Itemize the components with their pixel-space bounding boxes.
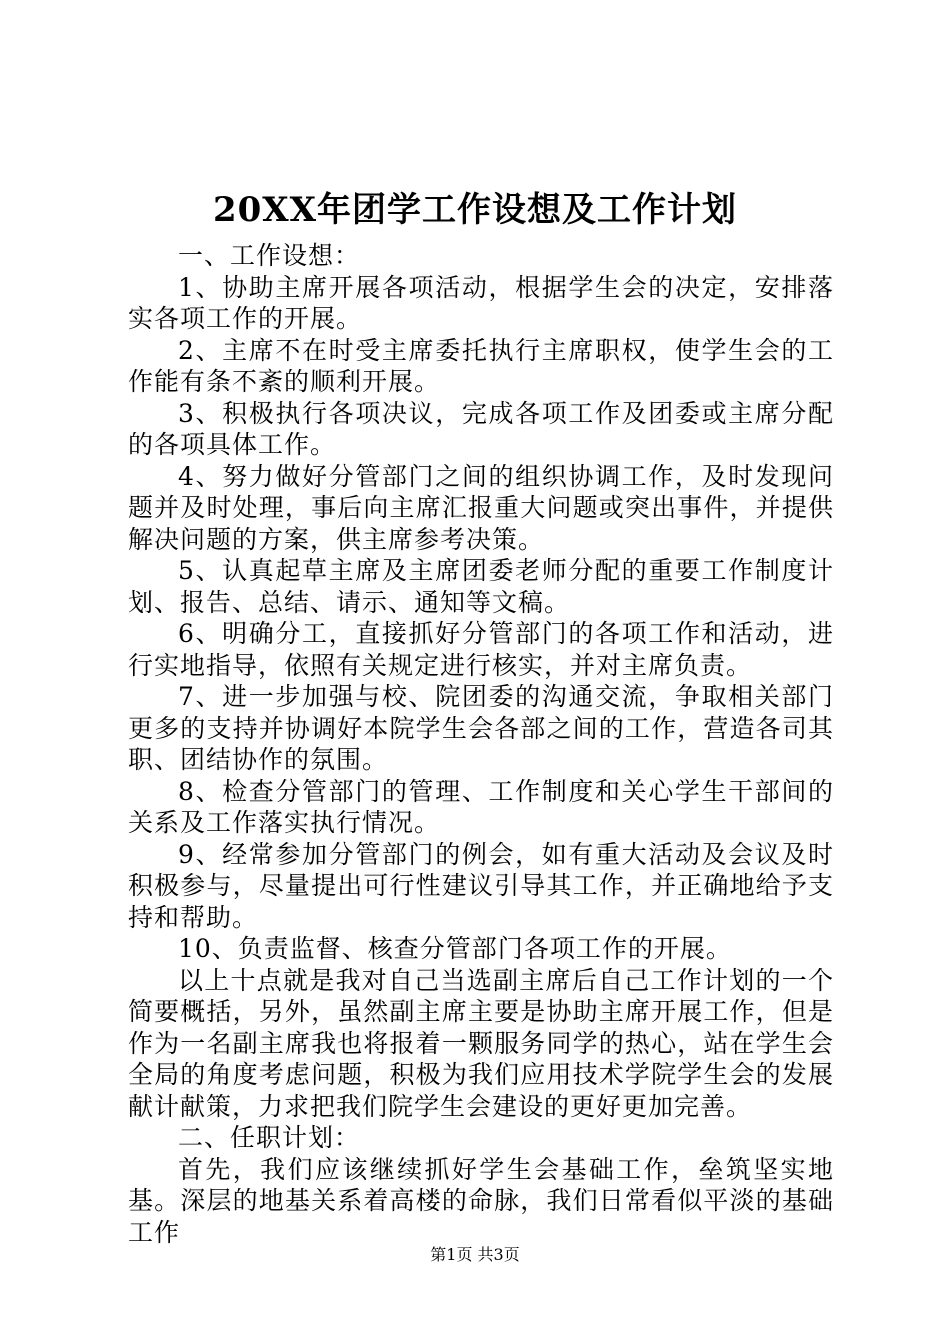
- section-heading-work-ideas: 一、工作设想：: [178, 241, 361, 270]
- section-heading-term-plan: 二、任职计划：: [178, 1123, 361, 1152]
- paragraph-item-6: 6、明确分工，直接抓好分管部门的各项工作和活动，进行实地指导，依照有关规定进行核实，并对主席负责。: [128, 619, 834, 680]
- paragraph-item-8: 8、检查分管部门的管理、工作制度和关心学生干部间的关系及工作落实执行情况。: [128, 776, 834, 837]
- paragraph-item-7: 7、进一步加强与校、院团委的沟通交流，争取相关部门更多的支持并协调好本院学生会各部之间的工作，营造各司其职、团结协作的氛围。: [128, 682, 834, 774]
- paragraph-first: 首先，我们应该继续抓好学生会基础工作，垒筑坚实地基。深层的地基关系着高楼的命脉，我们日常看似平淡的基础工作: [128, 1154, 834, 1247]
- paragraph-item-1: 1、协助主席开展各项活动，根据学生会的决定，安排落实各项工作的开展。: [128, 272, 834, 333]
- paragraph-item-2: 2、主席不在时受主席委托执行主席职权，使学生会的工作能有条不紊的顺利开展。: [128, 335, 834, 396]
- paragraph-item-10: 10、负责监督、核查分管部门各项工作的开展。: [178, 934, 732, 963]
- paragraph-item-9: 9、经常参加分管部门的例会，如有重大活动及会议及时积极参与，尽量提出可行性建议引导其工作，并正确地给予支持和帮助。: [128, 839, 834, 932]
- paragraph-item-3: 3、积极执行各项决议，完成各项工作及团委或主席分配的各项具体工作。: [128, 398, 834, 459]
- document-title: 20XX年团学工作设想及工作计划: [212, 190, 738, 230]
- paragraph-summary: 以上十点就是我对自己当选副主席后自己工作计划的一个简要概括，另外，虽然副主席主要是协助主席开展工作，但是作为一名副主席我也将报着一颗服务同学的热心，站在学生会全局的角度考虑问题，积极为我们应用技术学院学生会的发展献计献策，力求把我们院学生会建设的更好更加完善。: [128, 965, 834, 1121]
- paragraph-item-4: 4、努力做好分管部门之间的组织协调工作，及时发现问题并及时处理，事后向主席汇报重大问题或突出事件，并提供解决问题的方案，供主席参考决策。: [128, 461, 834, 554]
- page-footer: 第1页 共3页: [430, 1245, 520, 1264]
- document-body: [128, 240, 834, 1248]
- paragraph-item-5: 5、认真起草主席及主席团委老师分配的重要工作制度计划、报告、总结、请示、通知等文稿。: [128, 556, 834, 617]
